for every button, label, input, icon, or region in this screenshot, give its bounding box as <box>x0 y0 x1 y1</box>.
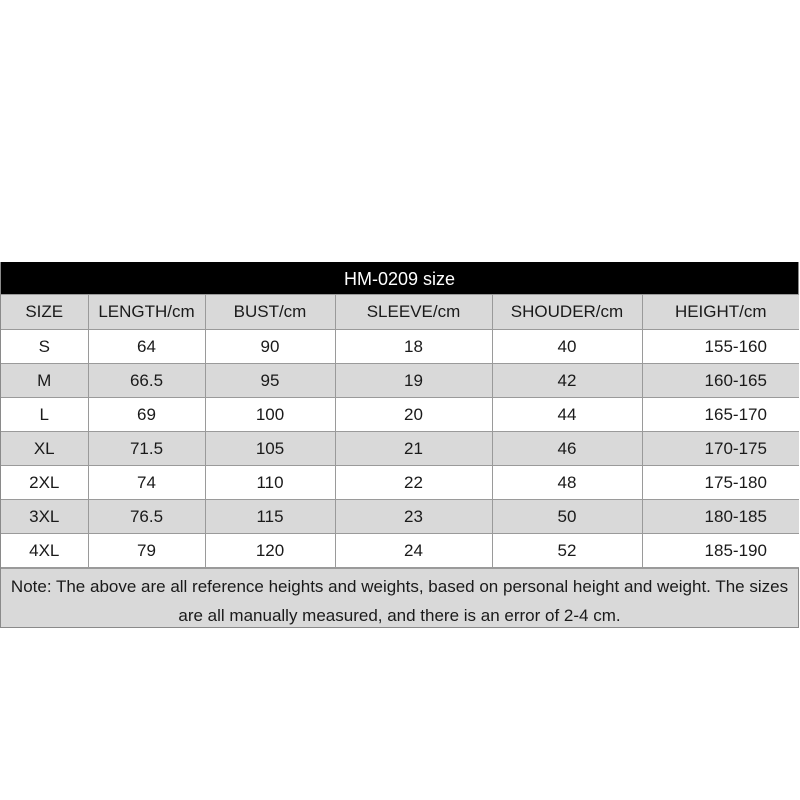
length-cell: 79 <box>88 534 205 568</box>
size-cell: 3XL <box>1 500 88 534</box>
size-cell: M <box>1 364 88 398</box>
length-cell: 69 <box>88 398 205 432</box>
shoulder-cell: 48 <box>492 466 642 500</box>
table-row <box>1 432 799 466</box>
table-row <box>1 500 799 534</box>
size-cell: 2XL <box>1 466 88 500</box>
bust-cell: 95 <box>205 364 335 398</box>
shoulder-cell: 44 <box>492 398 642 432</box>
bust-cell: 105 <box>205 432 335 466</box>
height-cell: 185-190 <box>642 534 799 568</box>
table-row <box>1 330 799 364</box>
bust-cell: 115 <box>205 500 335 534</box>
length-cell: 76.5 <box>88 500 205 534</box>
bust-cell: 120 <box>205 534 335 568</box>
bust-cell: 90 <box>205 330 335 364</box>
height-cell: 175-180 <box>642 466 799 500</box>
sleeve-cell: 20 <box>335 398 492 432</box>
length-cell: 64 <box>88 330 205 364</box>
measurement-note: Note: The above are all reference heights and weights, based on personal height and weight. The sizes are all manually measured, and there is an error of 2-4 cm. <box>1 568 798 627</box>
bust-cell: 100 <box>205 398 335 432</box>
sleeve-cell: 24 <box>335 534 492 568</box>
table-row <box>1 364 799 398</box>
length-cell: 71.5 <box>88 432 205 466</box>
shoulder-cell: 40 <box>492 330 642 364</box>
shoulder-cell: 50 <box>492 500 642 534</box>
sleeve-cell: 23 <box>335 500 492 534</box>
header-height: HEIGHT/cm <box>642 295 799 330</box>
header-row <box>1 295 799 330</box>
length-cell: 74 <box>88 466 205 500</box>
size-cell: L <box>1 398 88 432</box>
size-table <box>1 294 799 568</box>
bust-cell: 110 <box>205 466 335 500</box>
size-cell: 4XL <box>1 534 88 568</box>
shoulder-cell: 46 <box>492 432 642 466</box>
length-cell: 66.5 <box>88 364 205 398</box>
shoulder-cell: 52 <box>492 534 642 568</box>
header-size: SIZE <box>1 295 88 330</box>
table-row <box>1 534 799 568</box>
height-cell: 155-160 <box>642 330 799 364</box>
height-cell: 170-175 <box>642 432 799 466</box>
sleeve-cell: 21 <box>335 432 492 466</box>
size-cell: S <box>1 330 88 364</box>
height-cell: 180-185 <box>642 500 799 534</box>
sleeve-cell: 18 <box>335 330 492 364</box>
table-row <box>1 398 799 432</box>
sleeve-cell: 22 <box>335 466 492 500</box>
height-cell: 160-165 <box>642 364 799 398</box>
size-chart <box>0 262 799 628</box>
height-cell: 165-170 <box>642 398 799 432</box>
header-bust: BUST/cm <box>205 295 335 330</box>
header-sleeve: SLEEVE/cm <box>335 295 492 330</box>
shoulder-cell: 42 <box>492 364 642 398</box>
header-shoulder: SHOUDER/cm <box>492 295 642 330</box>
sleeve-cell: 19 <box>335 364 492 398</box>
chart-title: HM-0209 size <box>1 262 798 294</box>
header-length: LENGTH/cm <box>88 295 205 330</box>
table-row <box>1 466 799 500</box>
size-cell: XL <box>1 432 88 466</box>
